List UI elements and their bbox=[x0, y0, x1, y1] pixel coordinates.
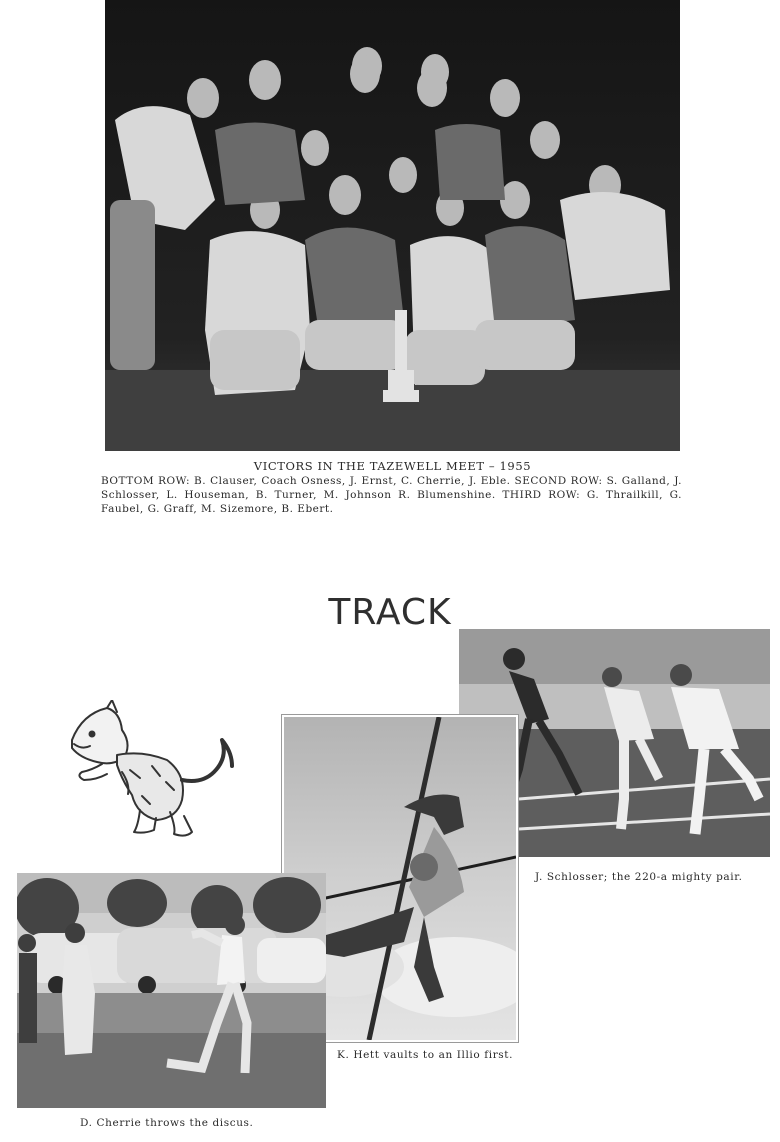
section-heading: TRACK bbox=[328, 592, 452, 634]
team-photo-image bbox=[105, 0, 680, 451]
discus-photo-image bbox=[17, 873, 326, 1108]
runners-caption: J. Schlosser; the 220-a mighty pair. bbox=[535, 871, 743, 883]
discus-photo bbox=[17, 873, 326, 1108]
tiger-mascot-icon bbox=[62, 700, 240, 845]
team-photo-caption-body: BOTTOM ROW: B. Clauser, Coach Osness, J. Ernst, C. Cherrie, J. Eble. SECOND ROW: S. Galland, J. Schlosser, L. Houseman, B. Turner, M. Johnson R. Blumenshine. THIRD ROW: G. Thrailkill, G. Faubel, G. Graff, M. Sizemore, B. Ebert. bbox=[101, 475, 682, 515]
mascot-illustration bbox=[62, 700, 240, 845]
discus-caption: D. Cherrie throws the discus. bbox=[80, 1117, 254, 1129]
team-photo bbox=[105, 0, 680, 451]
pole-vault-caption: K. Hett vaults to an Illio first. bbox=[337, 1049, 514, 1061]
team-photo-caption-title: VICTORS IN THE TAZEWELL MEET – 1955 bbox=[253, 459, 532, 473]
